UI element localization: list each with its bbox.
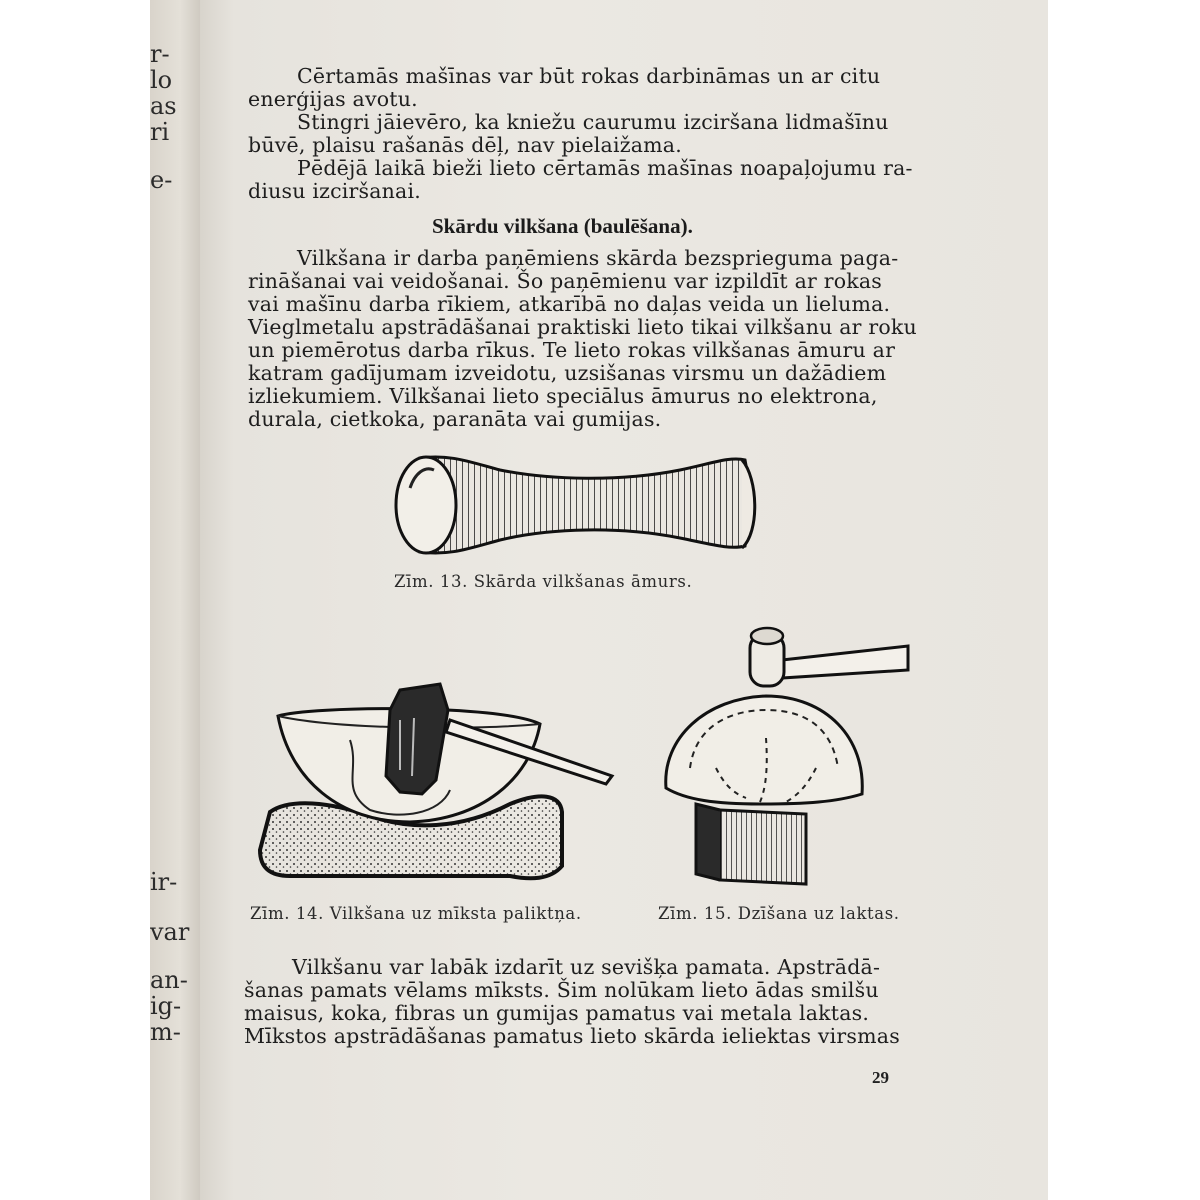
margin-fragment: ir- (150, 868, 178, 896)
margin-fragment: r- (150, 40, 170, 68)
text-line: Pēdējā laikā bieži lieto cērtamās mašīnas noapaļojumu ra- (297, 156, 913, 180)
margin-fragment: ri (150, 118, 170, 146)
text-line: enerģijas avotu. (248, 87, 418, 111)
text-line: izliekumiem. Vilkšanai lieto speciālus āmurus no elektrona, (248, 384, 878, 408)
book-page (200, 0, 1048, 1200)
figure-15-anvil (656, 618, 916, 894)
background-right (1048, 0, 1200, 1200)
text-line: šanas pamats vēlams mīksts. Šim nolūkam lieto ādas smilšu (244, 978, 879, 1002)
text-line: Mīkstos apstrādāšanas pamatus lieto skārda ieliektas virsmas (244, 1024, 900, 1048)
text-line: un piemērotus darba rīkus. Te lieto rokas vilkšanas āmuru ar (248, 338, 896, 362)
text-line: Cērtamās mašīnas var būt rokas darbināmas un ar citu (297, 64, 881, 88)
margin-fragment: m- (150, 1018, 181, 1046)
text-line: diusu izciršanai. (248, 179, 421, 203)
figure-14-caption: Zīm. 14. Vilkšana uz mīksta paliktņa. (250, 904, 582, 923)
text-line: būvē, plaisu rašanās dēļ, nav pielaižama. (248, 133, 682, 157)
figure-13-drawing-mallet (390, 448, 770, 568)
text-line: katram gadījumam izveidotu, uzsišanas virsmu un dažādiem (248, 361, 887, 385)
section-heading: Skārdu vilkšana (baulēšana). (432, 214, 693, 238)
margin-fragment: var (150, 918, 190, 946)
text-line: Vieglmetalu apstrādāšanai praktiski lieto tikai vilkšanu ar roku (248, 315, 917, 339)
page-number: 29 (872, 1068, 889, 1087)
margin-fragment: ig- (150, 992, 182, 1020)
figure-13-caption: Zīm. 13. Skārda vilkšanas āmurs. (394, 572, 693, 591)
text-line: vai mašīnu darba rīkiem, atkarībā no daļas veida un lieluma. (248, 292, 891, 316)
margin-fragment: lo (150, 66, 173, 94)
figure-15-caption: Zīm. 15. Dzīšana uz laktas. (658, 904, 900, 923)
text-line: rināšanai vai veidošanai. Šo paņēmienu var izpildīt ar rokas (248, 269, 883, 293)
text-line: Vilkšanu var labāk izdarīt uz sevišķa pamata. Apstrādā- (292, 955, 881, 979)
previous-page-edge (150, 0, 200, 1200)
text-line: durala, cietkoka, paranāta vai gumijas. (248, 407, 662, 431)
text-line: Vilkšana ir darba paņēmiens skārda bezsprieguma paga- (297, 246, 899, 270)
text-line: maisus, koka, fibras un gumijas pamatus vai metala laktas. (244, 1001, 870, 1025)
margin-fragment: an- (150, 966, 188, 994)
margin-fragment: e- (150, 166, 173, 194)
background-left (0, 0, 150, 1200)
margin-fragment: as (150, 92, 177, 120)
figure-14-soft-pad (250, 680, 620, 890)
text-line: Stingri jāievēro, ka kniežu caurumu izciršana lidmašīnu (297, 110, 889, 134)
